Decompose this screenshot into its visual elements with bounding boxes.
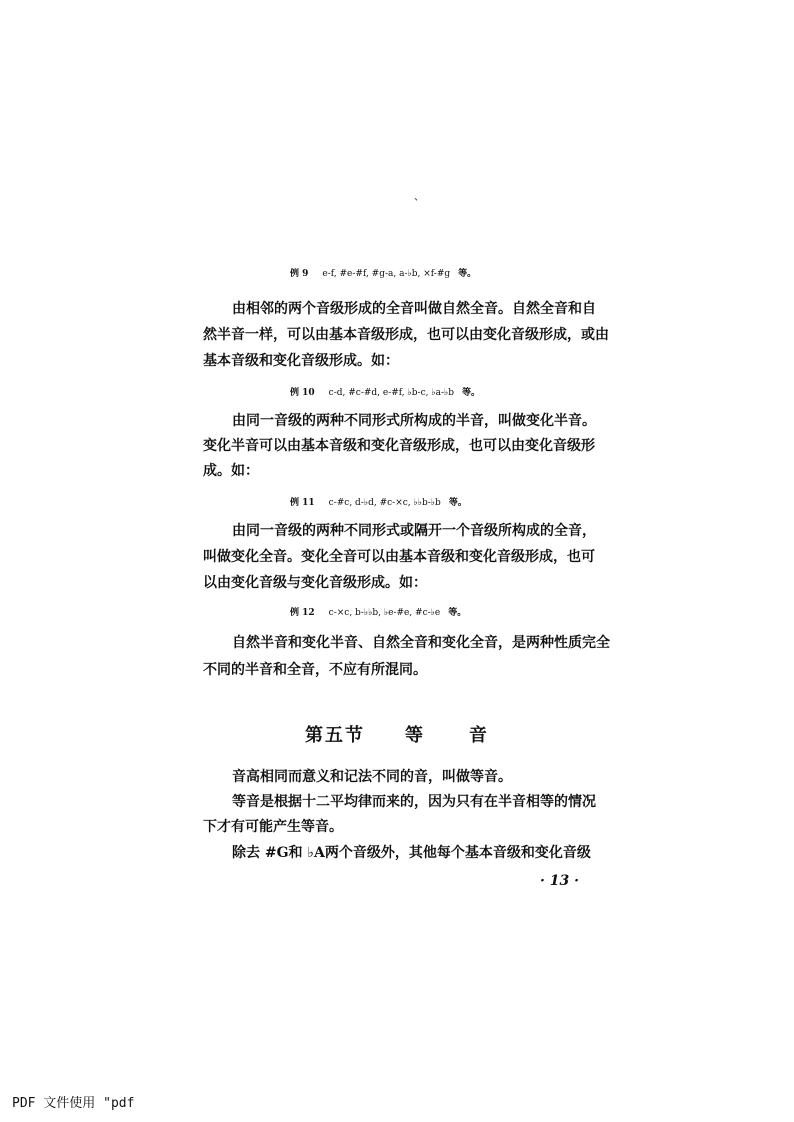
page-number: · 13 · xyxy=(540,873,579,889)
example-label: 例 10 xyxy=(290,388,315,398)
section-heading-char-2: 音 xyxy=(469,725,489,746)
example-content: e-f, #e-#f, #g-a, a-♭b, ×f-#g xyxy=(322,269,451,279)
example-content: c-d, #c-#d, e-#f, ♭b-c, ♭a-♭b xyxy=(328,388,454,398)
paragraph-line: 以由变化音级与变化音级形成。如： xyxy=(203,575,427,591)
paragraph-line: 成。如： xyxy=(203,463,259,479)
section-heading xyxy=(0,721,794,747)
example-label: 例 9 xyxy=(290,269,309,279)
footer-text: PDF 文件使用 "pdf xyxy=(12,1096,135,1111)
example-10 xyxy=(290,385,480,398)
paragraph-line: 下才有可能产生等音。 xyxy=(203,819,343,835)
example-9 xyxy=(290,266,476,279)
example-content: c-×c, b-♭♭b, ♭e-#e, #c-♭e xyxy=(328,608,441,618)
example-tail: 等。 xyxy=(458,269,477,279)
section-heading-char-1: 等 xyxy=(405,725,425,746)
paragraph-line: 然半音一样，可以由基本音级形成，也可以由变化音级形成，或由 xyxy=(203,327,609,343)
example-label: 例 11 xyxy=(290,498,315,508)
paragraph-line: 音高相同而意义和记法不同的音，叫做等音。 xyxy=(232,769,512,785)
section-heading-number: 第五节 xyxy=(305,725,365,746)
example-tail: 等。 xyxy=(462,388,481,398)
example-11 xyxy=(290,495,467,508)
example-content: c-#c, d-♭d, #c-×c, ♭♭b-♭b xyxy=(328,498,441,508)
top-mark: 、 xyxy=(414,192,424,203)
paragraph-line: 等音是根据十二平均律而来的，因为只有在半音相等的情况 xyxy=(232,794,596,810)
example-tail: 等。 xyxy=(448,608,467,618)
paragraph-line: 自然半音和变化半音、自然全音和变化全音，是两种性质完全 xyxy=(232,635,610,651)
paragraph-line: 由同一音级的两种不同形式或隔开一个音级所构成的全音， xyxy=(232,523,596,539)
example-12 xyxy=(290,605,466,618)
paragraph-line: 不同的半音和全音，不应有所混同。 xyxy=(203,662,427,678)
example-label: 例 12 xyxy=(290,608,315,618)
paragraph-line: 变化半音可以由基本音级和变化音级形成，也可以由变化音级形 xyxy=(203,438,595,454)
example-tail: 等。 xyxy=(448,498,467,508)
paragraph-line: 除去 #G和 ♭A两个音级外，其他每个基本音级和变化音级 xyxy=(232,845,591,861)
paragraph-line: 叫做变化全音。变化全音可以由基本音级和变化音级形成，也可 xyxy=(203,549,595,565)
paragraph-line: 由同一音级的两种不同形式所构成的半音，叫做变化半音。 xyxy=(232,413,596,429)
paragraph-line: 由相邻的两个音级形成的全音叫做自然全音。自然全音和自 xyxy=(232,301,596,317)
paragraph-line: 基本音级和变化音级形成。如： xyxy=(203,353,399,369)
